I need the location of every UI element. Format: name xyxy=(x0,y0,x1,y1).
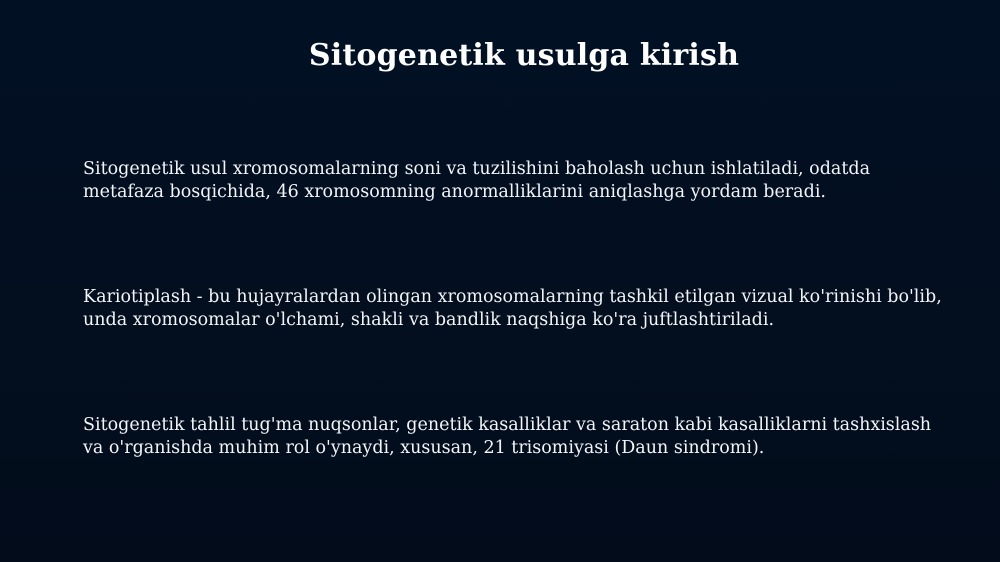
paragraph-cytogenetic-analysis: Sitogenetik tahlil tug'ma nuqsonlar, genetik kasalliklar va saraton kabi kasalliklarni tashxislash va o'rganishda muhim rol o'ynaydi, xususan, 21 trisomiyasi (Daun sindromi). xyxy=(83,415,932,458)
paragraph-karyotyping: Kariotiplash - bu hujayralardan olingan xromosomalarning tashkil etilgan vizual ko'rinishi bo'lib, unda xromosomalar o'lchami, shakli va bandlik naqshiga ko'ra juftlashtiriladi. xyxy=(83,287,942,330)
paragraph-cytogenetic-method: Sitogenetik usul xromosomalarning soni va tuzilishini baholash uchun ishlatiladi, odatda metafaza bosqichida, 46 xromosomning anormalliklarini aniqlashga yordam beradi. xyxy=(83,159,871,202)
slide-title: Sitogenetik usulga kirish xyxy=(308,38,740,73)
